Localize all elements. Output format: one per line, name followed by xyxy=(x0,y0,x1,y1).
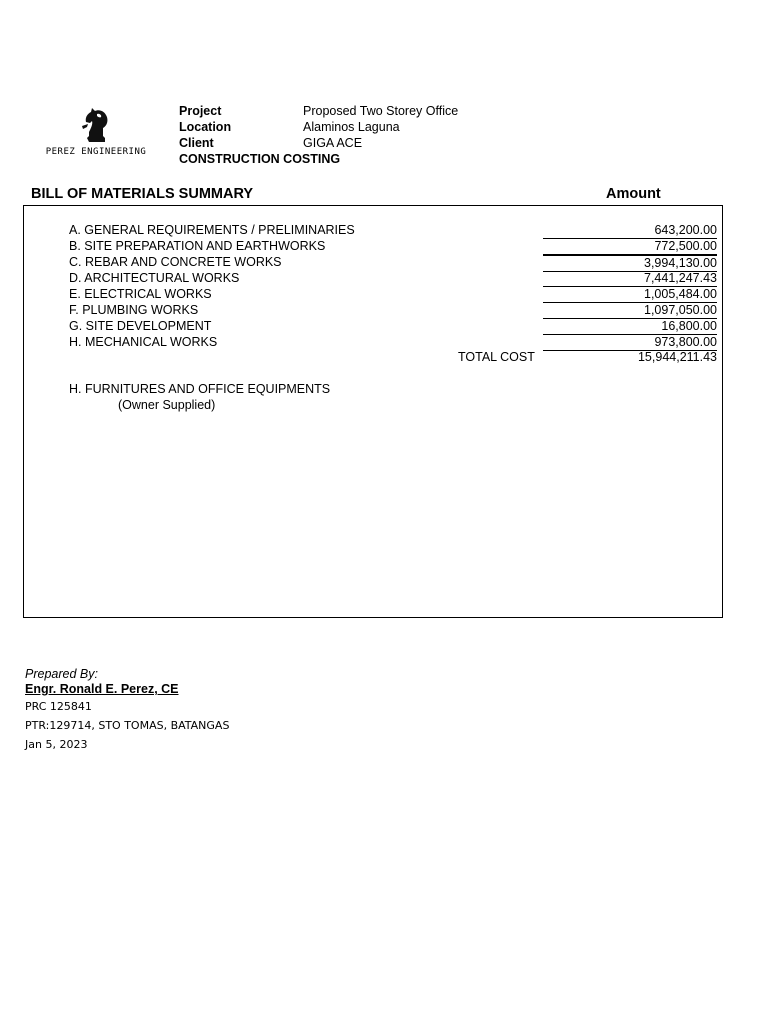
summary-item-label: F. PLUMBING WORKS xyxy=(69,303,199,317)
summary-item-label: G. SITE DEVELOPMENT xyxy=(69,319,212,333)
location-value: Alaminos Laguna xyxy=(303,120,400,134)
location-label: Location xyxy=(179,120,232,134)
total-cost-amount: 15,944,211.43 xyxy=(637,350,717,364)
prepared-date: Jan 5, 2023 xyxy=(25,738,88,751)
client-label: Client xyxy=(179,136,214,150)
furnitures-item-label: H. FURNITURES AND OFFICE EQUIPMENTS xyxy=(69,382,331,396)
summary-item-label: B. SITE PREPARATION AND EARTHWORKS xyxy=(69,239,326,253)
knight-chess-logo-icon xyxy=(79,106,113,144)
summary-item-amount: 973,800.00 xyxy=(543,335,717,351)
amount-header: Amount xyxy=(606,186,661,202)
project-value: Proposed Two Storey Office xyxy=(303,104,459,118)
project-label: Project xyxy=(179,104,222,118)
prepared-by-label: Prepared By: xyxy=(25,667,98,681)
construction-costing-label: CONSTRUCTION COSTING xyxy=(179,152,341,166)
summary-item-label: E. ELECTRICAL WORKS xyxy=(69,287,212,301)
company-logo xyxy=(36,104,156,164)
summary-item-label: C. REBAR AND CONCRETE WORKS xyxy=(69,255,282,269)
summary-item-amount: 1,005,484.00 xyxy=(543,287,717,303)
summary-item-label: D. ARCHITECTURAL WORKS xyxy=(69,271,240,285)
client-value: GIGA ACE xyxy=(303,136,363,150)
prc-number: PRC 125841 xyxy=(25,700,92,713)
summary-item-amount: 1,097,050.00 xyxy=(543,303,717,319)
summary-item-label: H. MECHANICAL WORKS xyxy=(69,335,218,349)
summary-item-amount: 7,441,247.43 xyxy=(543,271,717,287)
summary-title: BILL OF MATERIALS SUMMARY xyxy=(31,186,254,202)
preparer-name: Engr. Ronald E. Perez, CE xyxy=(25,682,179,696)
total-cost-label: TOTAL COST xyxy=(458,350,535,364)
summary-item-label: A. GENERAL REQUIREMENTS / PRELIMINARIES xyxy=(69,223,355,237)
summary-item-amount: 643,200.00 xyxy=(543,223,717,239)
summary-item-amount: 3,994,130.00 xyxy=(543,255,717,272)
logo-text: PEREZ ENGINEERING xyxy=(45,147,147,157)
summary-item-amount: 772,500.00 xyxy=(543,239,717,255)
owner-supplied-note: (Owner Supplied) xyxy=(118,398,216,412)
ptr-number: PTR:129714, STO TOMAS, BATANGAS xyxy=(25,719,230,732)
summary-item-amount: 16,800.00 xyxy=(543,319,717,335)
